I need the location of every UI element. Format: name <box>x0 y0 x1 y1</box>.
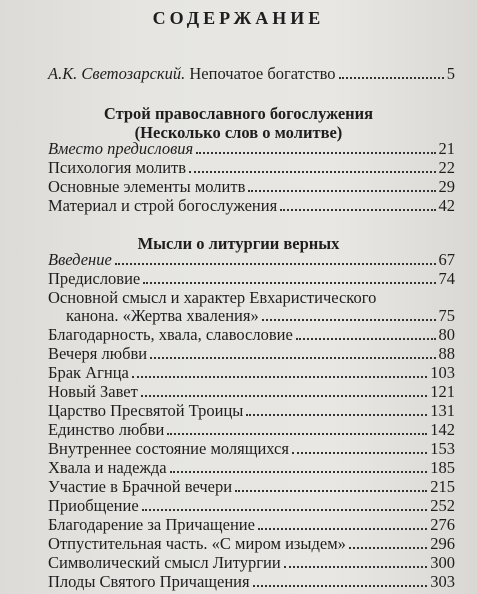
dot-leader <box>132 376 427 378</box>
toc-entry-page: 131 <box>430 401 455 420</box>
section-heading: Строй православного богослужения <box>103 104 374 123</box>
toc-entry <box>48 496 455 515</box>
toc-entry <box>48 458 455 477</box>
dot-leader <box>141 395 427 397</box>
toc-entry <box>48 420 455 439</box>
toc-entry-page: 22 <box>438 158 455 177</box>
dot-leader <box>196 152 435 154</box>
toc-entry-page: 103 <box>430 363 455 382</box>
section-heading: Мысли о литургии верных <box>137 234 340 253</box>
dot-leader <box>246 414 427 416</box>
toc-entry-title: Царство Пресвятой Троицы <box>48 401 244 420</box>
toc-entry <box>48 572 455 591</box>
dot-leader <box>248 190 435 192</box>
toc-entry-first-line <box>48 288 455 307</box>
dot-leader <box>150 357 435 359</box>
toc-entry-title: Введение <box>48 250 112 269</box>
toc-entry <box>48 158 455 177</box>
dot-leader <box>235 490 427 492</box>
toc-entry <box>48 139 455 158</box>
dot-leader <box>284 566 428 568</box>
toc-entry <box>48 477 455 496</box>
toc-entry <box>48 363 455 382</box>
toc-entry-page: 67 <box>438 250 455 269</box>
toc-entry <box>48 325 455 344</box>
toc-entry-page: 276 <box>430 515 455 534</box>
dot-leader <box>349 547 427 549</box>
toc-entry <box>48 269 455 288</box>
toc-entry-title: Материал и строй богослужения <box>48 196 278 215</box>
dot-leader <box>339 77 444 79</box>
toc-entry-page: 121 <box>430 382 455 401</box>
toc-entry-page: 153 <box>430 439 455 458</box>
toc-entry-page: 74 <box>438 269 455 288</box>
toc-entry-page: 80 <box>438 325 455 344</box>
toc-entry-title: Новый Завет <box>48 382 138 401</box>
toc-entry <box>48 439 455 458</box>
toc-entry-page: 300 <box>430 553 455 572</box>
toc-entry-page: 296 <box>430 534 455 553</box>
toc-entry-title: Единство любви <box>48 420 165 439</box>
toc-entry-title: Психология молитв <box>48 158 187 177</box>
toc-entry-title: Приобщение <box>48 496 139 515</box>
toc-entry-page: 42 <box>438 196 455 215</box>
toc-entry-title: Основной смысл и характер Евхаристического <box>48 288 377 307</box>
toc-entry-title: Основные элементы молитв <box>48 177 246 196</box>
toc-entry-intro <box>48 64 455 83</box>
toc-entry-title <box>48 64 336 83</box>
section-subheading: (Несколько слов о молитве) <box>134 123 343 142</box>
dot-leader <box>142 509 428 511</box>
toc-entry-text: Непочатое богатство <box>185 64 336 83</box>
toc-entry-title: Брак Агнца <box>48 363 129 382</box>
toc-entry-page: 142 <box>430 420 455 439</box>
toc-entry-page: 215 <box>430 477 455 496</box>
dot-leader <box>253 585 428 587</box>
toc-entry-page: 185 <box>430 458 455 477</box>
toc-entry-title-continued: канона. «Жертва хваления» <box>66 306 259 325</box>
dot-leader <box>296 338 436 340</box>
toc-entry-page: 75 <box>438 306 455 325</box>
toc-entry-title: Благодарность, хвала, славословие <box>48 325 293 344</box>
toc-entry-title: Внутреннее состояние молящихся <box>48 439 289 458</box>
toc-entry <box>66 306 455 325</box>
toc-entry <box>48 515 455 534</box>
toc-entry-page: 88 <box>438 344 455 363</box>
toc-entry-page: 5 <box>446 64 455 83</box>
toc-entry <box>48 344 455 363</box>
dot-leader <box>262 319 436 321</box>
dot-leader <box>189 171 435 173</box>
dot-leader <box>258 528 427 530</box>
toc-entry-title: Плоды Святого Причащения <box>48 572 250 591</box>
dot-leader <box>280 209 435 211</box>
toc-entry-page: 252 <box>430 496 455 515</box>
toc-entry-title: Символический смысл Литургии <box>48 553 281 572</box>
dot-leader <box>143 282 435 284</box>
toc-entry-title: Участие в Брачной вечери <box>48 477 233 496</box>
toc-entry-title: Вместо предисловия <box>48 139 194 158</box>
dot-leader <box>292 452 427 454</box>
toc-entry-page: 303 <box>430 572 455 591</box>
toc-entry-title: Отпустительная часть. «С миром изыдем» <box>48 534 346 553</box>
toc-entry-page: 29 <box>438 177 455 196</box>
toc-entry <box>48 382 455 401</box>
toc-entry-title: Благодарение за Причащение <box>48 515 255 534</box>
toc-entry-title: Предисловие <box>48 269 141 288</box>
dot-leader <box>115 263 436 265</box>
toc-entry-title: Хвала и надежда <box>48 458 167 477</box>
toc-entry <box>48 401 455 420</box>
toc-entry <box>48 553 455 572</box>
toc-entry-author: А.К. Светозарский. <box>48 64 186 83</box>
toc-entry <box>48 196 455 215</box>
toc-entry <box>48 250 455 269</box>
toc-entry-page: 21 <box>438 139 455 158</box>
toc-entry <box>48 177 455 196</box>
toc-entry-title: Вечеря любви <box>48 344 148 363</box>
dot-leader <box>170 471 428 473</box>
toc-entry <box>48 534 455 553</box>
dot-leader <box>167 433 427 435</box>
page-title: СОДЕРЖАНИЕ <box>152 8 325 28</box>
